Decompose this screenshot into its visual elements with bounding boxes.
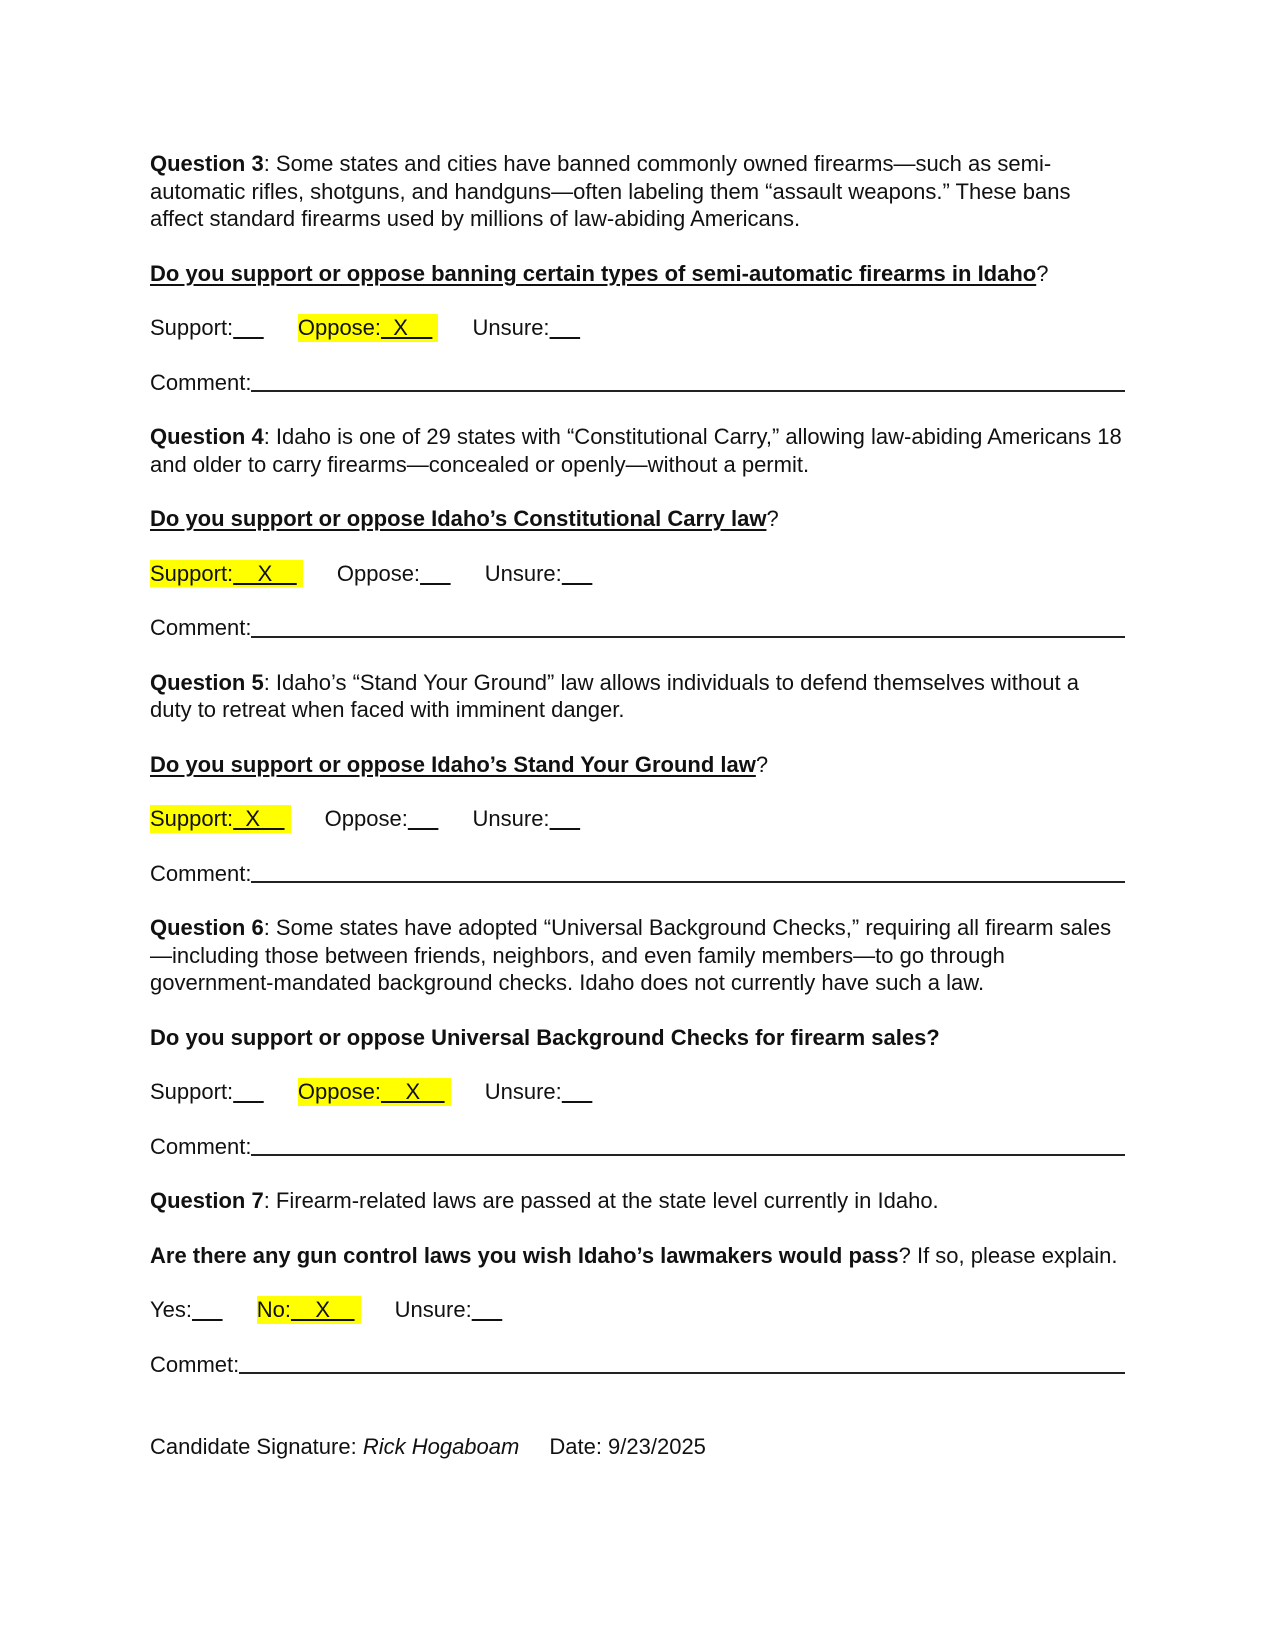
question-label: Question 6: [150, 915, 264, 940]
option-label: Support:: [150, 1079, 234, 1104]
option-label: Oppose:: [324, 806, 408, 831]
option-label: Unsure:: [472, 315, 550, 340]
question-6: [150, 914, 1125, 1160]
signature-label: Candidate Signature:: [150, 1434, 363, 1459]
prompt-text: Are there any gun control laws you wish Idaho’s lawmakers would pass: [150, 1242, 899, 1268]
option-oppose-selected[interactable]: [298, 314, 439, 342]
prompt-suffix: ?: [1036, 260, 1049, 286]
option-blank: [550, 314, 581, 342]
answer-options: [150, 560, 1125, 588]
option-support[interactable]: [150, 314, 264, 342]
question-intro: [150, 914, 1125, 997]
option-label: Support:: [150, 560, 234, 586]
question-text: : Idaho is one of 29 states with “Constitutional Carry,” allowing law-abiding Americans 18 and older to carry firearms—concealed or openly—without a permit.: [150, 424, 1122, 477]
option-mark: X: [381, 315, 433, 340]
option-label: Unsure:: [484, 1079, 562, 1104]
question-prompt: [150, 1242, 1125, 1270]
question-prompt: [150, 260, 1125, 288]
option-oppose-selected[interactable]: [298, 1078, 451, 1106]
comment-label: Comment:: [150, 1133, 252, 1159]
option-oppose[interactable]: [337, 560, 451, 588]
option-unsure[interactable]: [395, 1296, 503, 1324]
option-blank: [233, 1078, 264, 1106]
comment-line[interactable]: [251, 635, 1125, 638]
option-support-selected[interactable]: [150, 805, 291, 833]
question-label: Question 3: [150, 151, 264, 176]
option-no-selected[interactable]: [257, 1296, 361, 1324]
question-label: Question 5: [150, 669, 264, 695]
question-label: Question 7: [150, 1188, 264, 1213]
option-blank: [472, 1296, 503, 1324]
answer-options: [150, 1296, 1125, 1324]
option-blank: [408, 805, 439, 833]
comment-line[interactable]: [239, 1371, 1125, 1374]
comment-label: Comment:: [150, 860, 252, 886]
comment-label: Commet:: [150, 1351, 240, 1377]
option-label: Support:: [150, 806, 234, 831]
prompt-text: Do you support or oppose Idaho’s Constitutional Carry law: [150, 506, 767, 531]
comment-line[interactable]: [251, 1153, 1125, 1156]
option-blank: [562, 1078, 593, 1106]
question-3: [150, 150, 1125, 396]
question-prompt: [150, 751, 1125, 779]
option-blank: [233, 314, 264, 342]
question-prompt: [150, 1024, 1125, 1052]
comment-field[interactable]: [150, 1351, 1125, 1379]
question-intro: [150, 1187, 1125, 1215]
answer-options: [150, 314, 1125, 342]
prompt-suffix: ?: [755, 751, 769, 777]
option-label: Yes:: [150, 1297, 193, 1322]
answer-options: [150, 805, 1125, 833]
comment-line[interactable]: [251, 389, 1125, 392]
prompt-text: Do you support or oppose Universal Background Checks for firearm sales?: [150, 1024, 940, 1050]
option-blank: [562, 560, 593, 588]
option-label: Unsure:: [394, 1297, 472, 1322]
option-mark: X: [233, 560, 297, 586]
option-label: Unsure:: [484, 560, 562, 586]
answer-options: [150, 1078, 1125, 1106]
comment-field[interactable]: [150, 860, 1125, 888]
comment-label: Comment:: [150, 369, 252, 395]
signature-row: [150, 1433, 1125, 1461]
question-intro: [150, 423, 1125, 478]
question-label: Question 4: [150, 424, 264, 449]
option-unsure[interactable]: [485, 560, 593, 588]
question-text: : Some states have adopted “Universal Background Checks,” requiring all firearm sales—including those between friends, neighbors, and even family members—to go through government-mandated background checks. Idaho does not currently have such a law.: [150, 915, 1112, 995]
prompt-suffix: ?: [766, 506, 779, 531]
option-unsure[interactable]: [473, 805, 581, 833]
option-support[interactable]: [150, 1078, 264, 1106]
option-mark: X: [233, 806, 285, 831]
option-label: Oppose:: [336, 560, 421, 586]
option-yes[interactable]: [150, 1296, 223, 1324]
option-blank: [192, 1296, 223, 1324]
option-mark: X: [290, 1297, 355, 1322]
question-text: : Firearm-related laws are passed at the state level currently in Idaho.: [263, 1188, 939, 1213]
option-mark: X: [381, 1079, 445, 1104]
candidate-signature: Rick Hogaboam: [362, 1434, 520, 1459]
option-label: Support:: [150, 315, 234, 340]
option-label: Oppose:: [297, 1079, 382, 1104]
prompt-text: Do you support or oppose Idaho’s Stand Your Ground law: [150, 751, 756, 777]
comment-line[interactable]: [251, 880, 1125, 883]
question-text: : Some states and cities have banned commonly owned firearms—such as semi-automatic rifles, shotguns, and handguns—often labeling them “assault weapons.” These bans affect standard firearms used by millions of law-abiding Americans.: [150, 151, 1071, 231]
question-7: [150, 1187, 1125, 1378]
question-intro: [150, 150, 1125, 233]
comment-field[interactable]: [150, 369, 1125, 397]
option-oppose[interactable]: [325, 805, 439, 833]
option-blank: [420, 560, 451, 588]
option-unsure[interactable]: [485, 1078, 593, 1106]
comment-label: Comment:: [150, 615, 252, 640]
signature-date: Date: 9/23/2025: [549, 1434, 706, 1459]
option-support-selected[interactable]: [150, 560, 303, 588]
question-text: : Idaho’s “Stand Your Ground” law allows individuals to defend themselves without a duty to retreat when faced with imminent danger.: [150, 669, 1079, 722]
option-label: Unsure:: [472, 806, 550, 831]
comment-field[interactable]: [150, 1133, 1125, 1161]
question-5: [150, 669, 1125, 888]
prompt-text: Do you support or oppose banning certain types of semi-automatic firearms in Idaho: [150, 260, 1037, 286]
question-prompt: [150, 505, 1125, 533]
question-4: [150, 423, 1125, 642]
question-intro: [150, 669, 1125, 724]
option-unsure[interactable]: [473, 314, 581, 342]
option-label: No:: [256, 1297, 291, 1322]
survey-page: [150, 150, 1125, 1461]
comment-field[interactable]: [150, 614, 1125, 642]
option-blank: [550, 805, 581, 833]
prompt-suffix: ? If so, please explain.: [898, 1242, 1118, 1268]
option-label: Oppose:: [297, 315, 382, 340]
